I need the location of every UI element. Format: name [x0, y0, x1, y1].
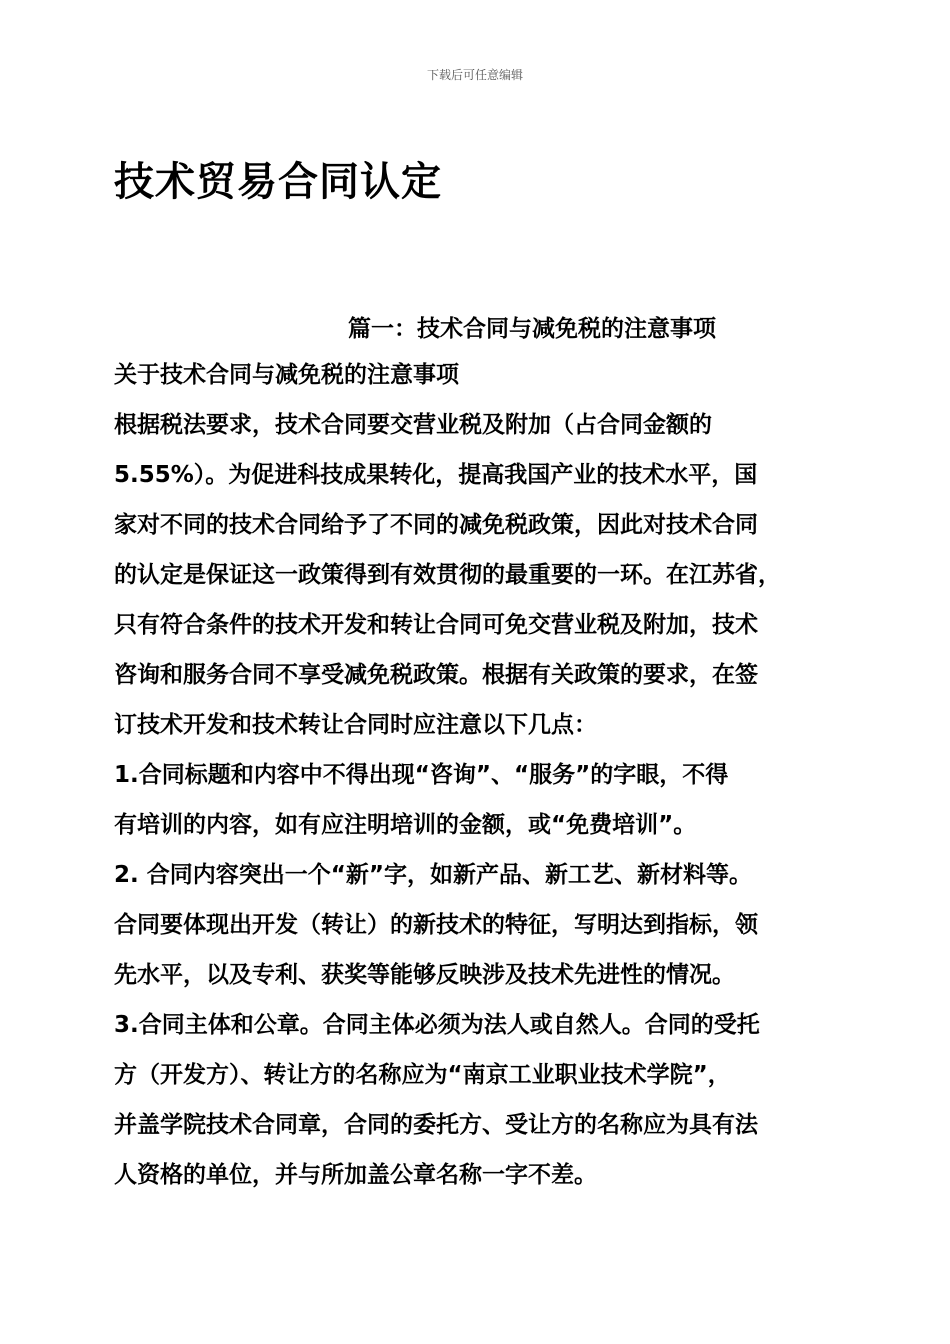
text-line: 方（开发方）、转让方的名称应为“南京工业职业技术学院”， [114, 1062, 731, 1088]
text-line: 先水平，以及专利、获奖等能够反映涉及技术先进性的情况。 [114, 962, 735, 988]
text-line: 3.合同主体和公章。合同主体必须为法人或自然人。合同的受托 [114, 1012, 760, 1038]
text-line: 并盖学院技术合同章，合同的委托方、受让方的名称应为具有法 [114, 1112, 758, 1138]
text-line: 人资格的单位，并与所加盖公章名称一字不差。 [114, 1162, 597, 1188]
text-line: 咨询和服务合同不享受减免税政策。根据有关政策的要求，在签 [114, 662, 758, 688]
body-text [114, 350, 854, 1200]
text-line: 根据税法要求，技术合同要交营业税及附加（占合同金额的 [114, 412, 712, 438]
text-line: 家对不同的技术合同给予了不同的减免税政策，因此对技术合同 [114, 512, 758, 538]
text-line: 只有符合条件的技术开发和转让合同可免交营业税及附加，技术 [114, 612, 758, 638]
text-line: 5.55%）。为促进科技成果转化，提高我国产业的技术水平，国 [114, 462, 758, 488]
text-line: 2. 合同内容突出一个“新”字，如新产品、新工艺、新材料等。 [114, 862, 752, 888]
text-line: 的认定是保证这一政策得到有效贯彻的最重要的一环。在江苏省， [114, 562, 781, 588]
text-line: 订技术开发和技术转让合同时应注意以下几点： [114, 712, 597, 738]
text-line: 关于技术合同与减免税的注意事项 [114, 362, 459, 388]
text-line: 1.合同标题和内容中不得出现“咨询”、“服务”的字眼，不得 [114, 762, 729, 788]
text-line: 有培训的内容，如有应注明培训的金额，或“免费培训”。 [114, 812, 697, 838]
section-heading: 篇一：技术合同与减免税的注意事项 [348, 316, 716, 342]
page-header-note: 下载后可任意编辑 [426, 68, 523, 82]
text-line: 合同要体现出开发（转让）的新技术的特征，写明达到指标，领 [114, 912, 758, 938]
document-title: 技术贸易合同认定 [114, 159, 442, 205]
